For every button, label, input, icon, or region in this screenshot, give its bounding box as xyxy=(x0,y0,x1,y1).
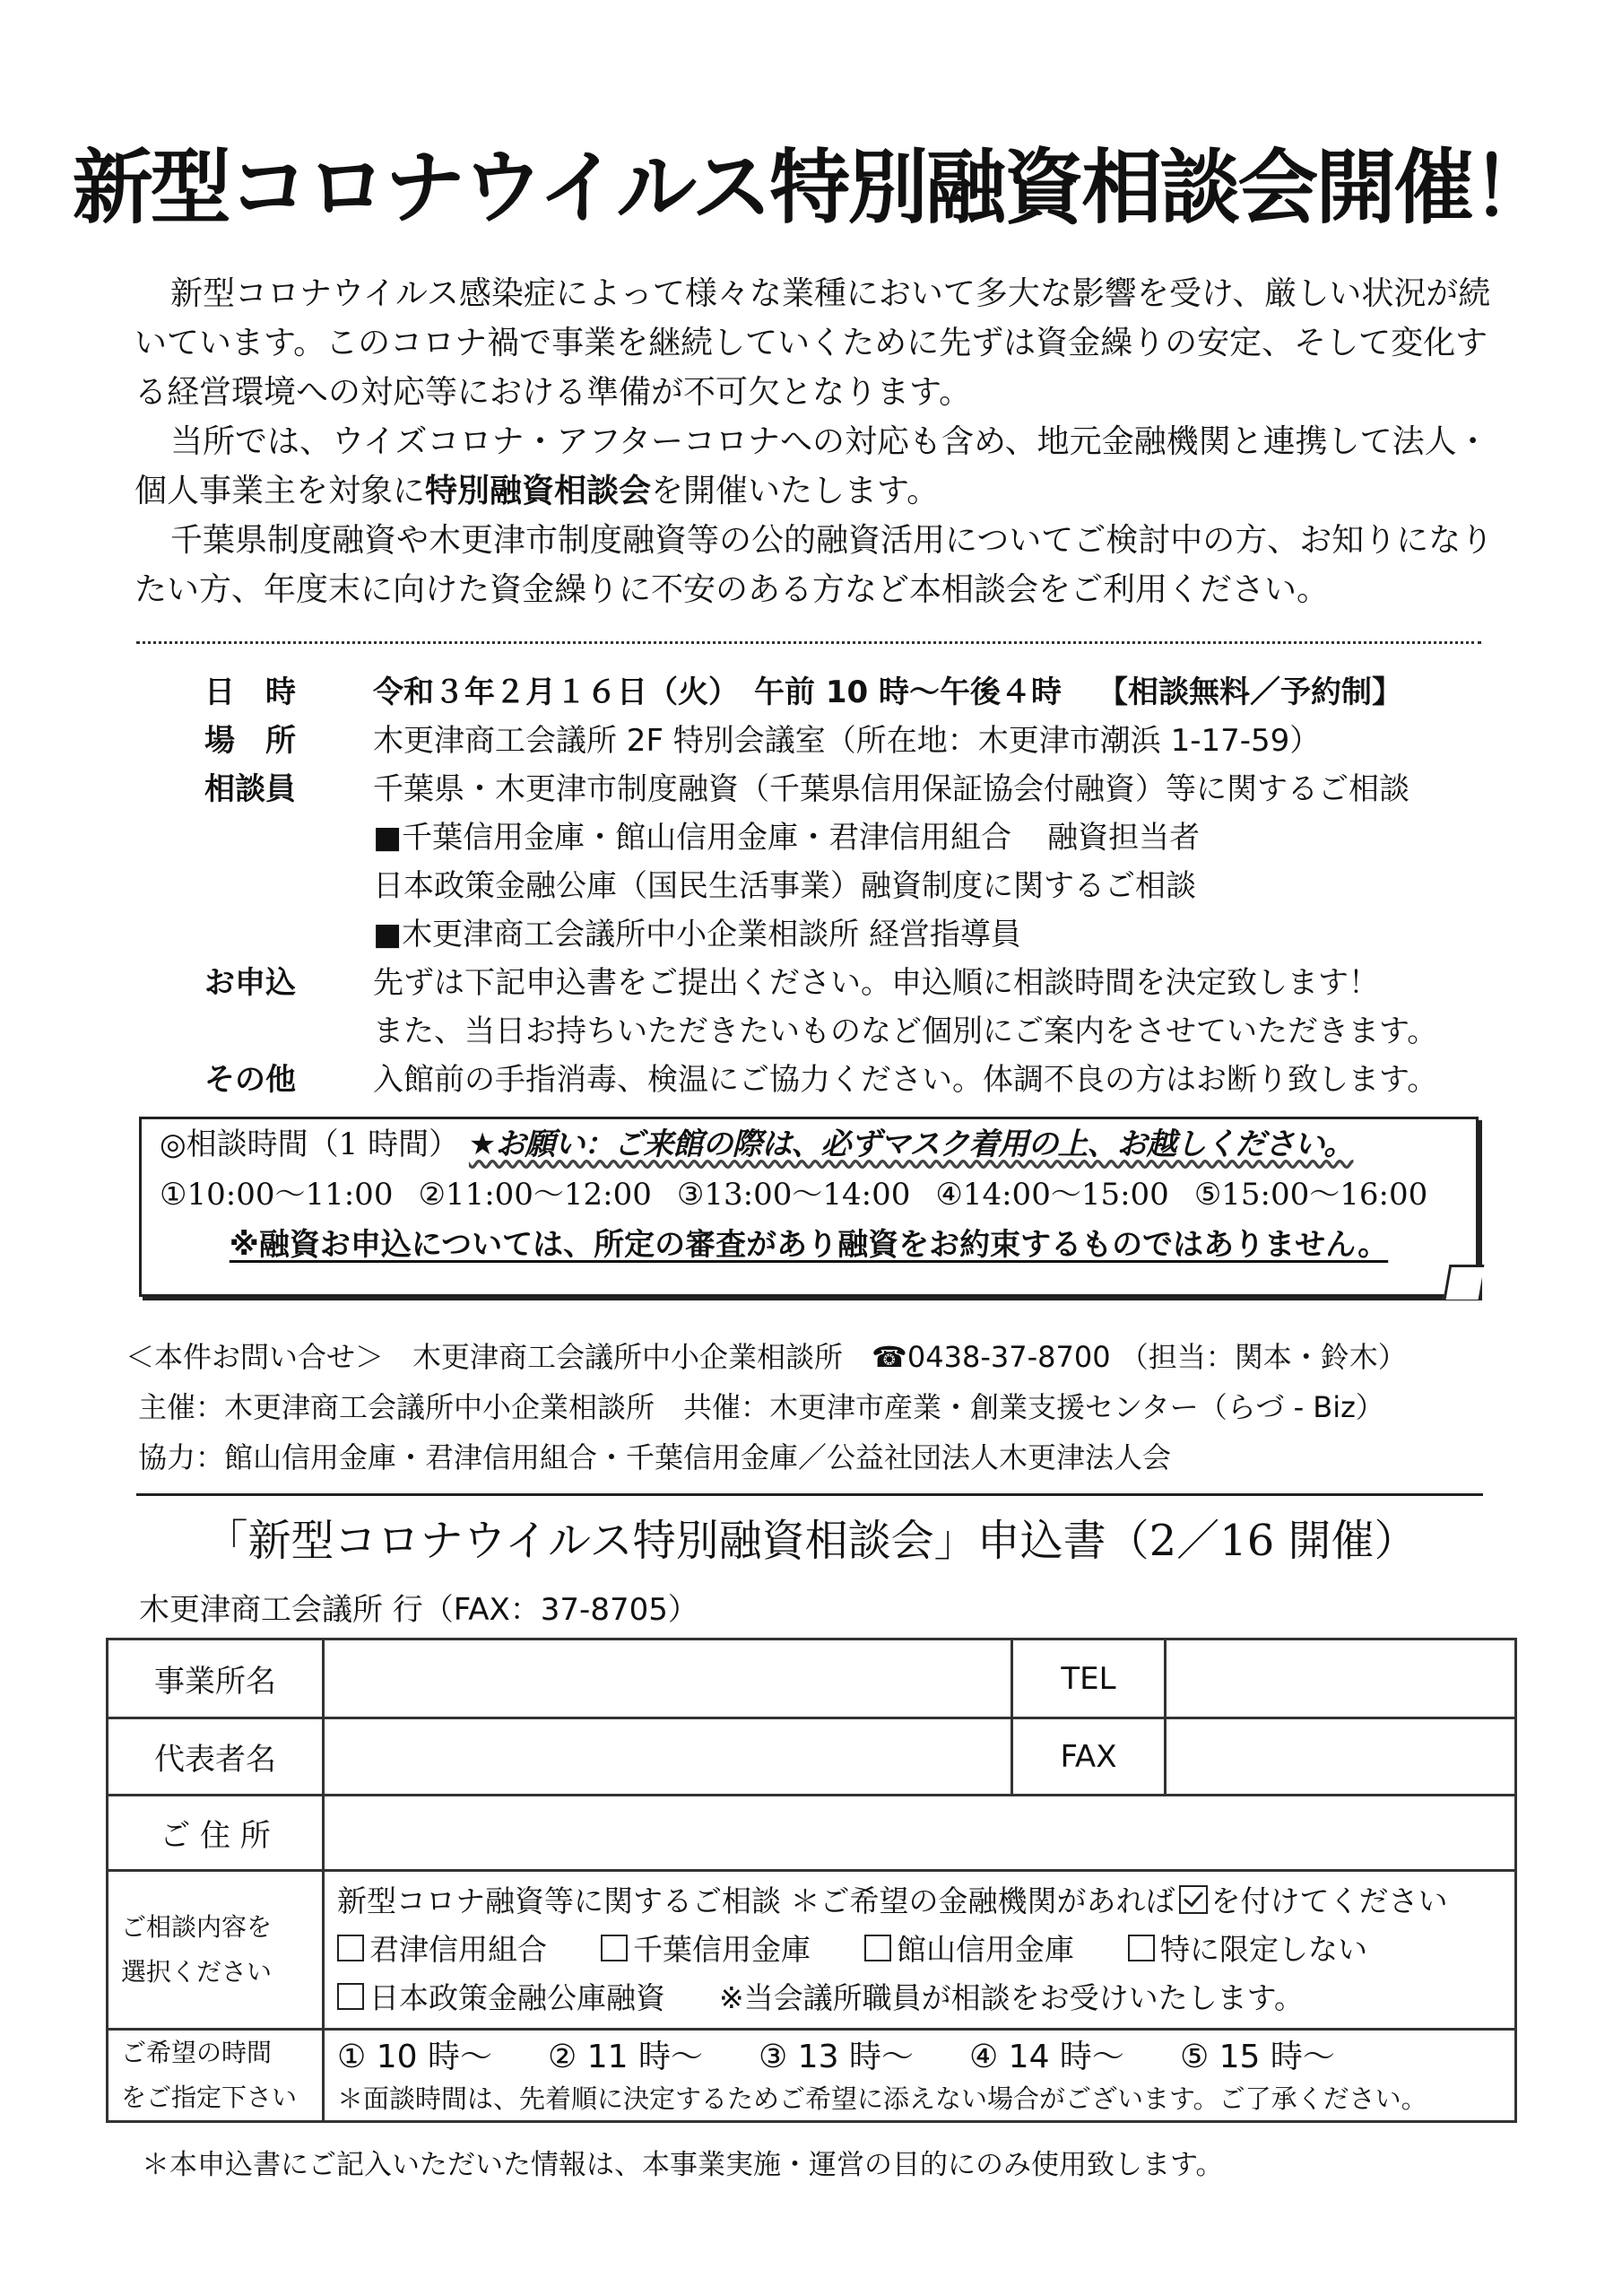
application-form xyxy=(106,1638,1517,2123)
contact-info xyxy=(126,1332,1524,1483)
jfc-note: ※当会議所職員が相談をお受けいたします。 xyxy=(719,1980,1305,2015)
intro-text xyxy=(134,269,1497,614)
date-label: 日 時 xyxy=(204,674,296,710)
date-text: 令和３年２月１６日（火） 午前 10 時～午後４時 xyxy=(373,674,1062,710)
representative-field[interactable] xyxy=(324,1718,1012,1796)
checkmark-icon xyxy=(1179,1885,1208,1914)
time-choices xyxy=(337,2031,1502,2077)
notice-box xyxy=(139,1117,1479,1297)
consult-intro xyxy=(337,1877,1502,1926)
info-row-staff-3 xyxy=(204,862,1531,910)
checkbox-icon[interactable] xyxy=(337,1935,364,1961)
phone-number: ☎0438-37-8700 xyxy=(872,1340,1111,1374)
business-name-field[interactable] xyxy=(324,1639,1012,1718)
time-choice-11[interactable]: ② 11 時～ xyxy=(547,2038,703,2075)
apply-line-1: 先ずは下記申込書をご提出ください。申込順に相談時間を決定致します！ xyxy=(373,965,1379,1001)
form-row-business xyxy=(108,1639,1516,1718)
time-label xyxy=(108,2030,324,2122)
time-note: ＊面談時間は、先着順に決定するためご希望に添えない場合がございます。ご了承ください。 xyxy=(337,2083,1427,2114)
checkbox-icon[interactable] xyxy=(1128,1935,1155,1961)
notice-line-1 xyxy=(142,1119,1476,1170)
time-choice-13[interactable]: ③ 13 時～ xyxy=(758,2038,914,2075)
staff-role: 融資担当者 xyxy=(1047,820,1201,856)
option-no-preference[interactable]: 特に限定しない xyxy=(1128,1932,1367,1967)
time-slot: ④14:00～15:00 xyxy=(935,1177,1169,1213)
option-tateyama[interactable]: 館山信用金庫 xyxy=(864,1932,1074,1967)
inquiry-line xyxy=(126,1332,1524,1382)
cooperation-line: 協力：館山信用金庫・君津信用組合・千葉信用金庫／公益社団法人木更津法人会 xyxy=(138,1440,1172,1474)
time-choice-14[interactable]: ④ 14 時～ xyxy=(968,2038,1124,2075)
page-curl-decoration xyxy=(1444,1265,1485,1300)
intro-paragraph-3: 千葉県制度融資や木更津市制度融資等の公的融資活用についてご検討中の方、お知りになりたい方、年度末に向けた資金繰りに不安のある方など本相談会をご利用ください。 xyxy=(134,522,1494,608)
fax-destination: 木更津商工会議所 行（FAX：37-8705） xyxy=(139,1592,698,1628)
intro-paragraph-2 xyxy=(134,417,1497,516)
place-label: 場 所 xyxy=(204,723,296,759)
privacy-footnote: ＊本申込書にご記入いただいた情報は、本事業実施・運営の目的にのみ使用致します。 xyxy=(142,2149,1224,2181)
form-row-time xyxy=(108,2030,1516,2122)
host-line: 主催：木更津商工会議所中小企業相談所 共催：木更津市産業・創業支援センター（らづ - Biz） xyxy=(138,1390,1384,1424)
staff-line-3: 日本政策金融公庫（国民生活事業）融資制度に関するご相談 xyxy=(373,868,1196,904)
info-row-place xyxy=(204,717,1531,765)
time-choice-10[interactable]: ① 10 時～ xyxy=(337,2038,492,2075)
mask-request: ★お願い：ご来館の際は、必ずマスク着用の上、お越しください。 xyxy=(468,1126,1354,1162)
date-tag: 【相談無料／予約制】 xyxy=(1097,674,1402,710)
apply-label: お申込 xyxy=(204,965,296,1001)
info-row-other xyxy=(204,1056,1531,1104)
apply-line-2: また、当日お持ちいただきたいものなど個別にご案内をさせていただきます。 xyxy=(373,1013,1438,1049)
info-row-staff-2 xyxy=(204,813,1531,862)
consult-intro-b: を付けてください xyxy=(1210,1883,1448,1918)
staff-line-2 xyxy=(373,813,1200,862)
representative-label: 代表者名 xyxy=(108,1718,324,1796)
other-label: その他 xyxy=(204,1062,296,1098)
page-title: 新型コロナウイルス特別融資相談会開催！ xyxy=(72,141,1550,235)
fax-field[interactable] xyxy=(1166,1718,1516,1796)
business-name-label: 事業所名 xyxy=(108,1639,324,1718)
form-row-address xyxy=(108,1796,1516,1871)
consult-label-2: 選択ください xyxy=(121,1957,273,1987)
other-line-1: 入館前の手指消毒、検温にご協力ください。体調不良の方はお断り致します。 xyxy=(373,1062,1438,1098)
form-row-consultation xyxy=(108,1871,1516,2030)
info-row-apply-2 xyxy=(204,1007,1531,1056)
inquiry-text: ＜本件お問い合せ＞ 木更津商工会議所中小企業相談所 xyxy=(126,1340,844,1374)
time-label-1: ご希望の時間 xyxy=(121,2038,273,2067)
consult-label xyxy=(108,1871,324,2030)
staff-line-1: 千葉県・木更津市制度融資（千葉県信用保証協会付融資）等に関するご相談 xyxy=(373,771,1409,807)
info-row-date xyxy=(204,668,1531,717)
staff-banks: ■千葉信用金庫・館山信用金庫・君津信用組合 xyxy=(373,820,1012,856)
info-row-staff-4 xyxy=(204,910,1531,959)
info-row-apply xyxy=(204,959,1531,1007)
option-chiba[interactable]: 千葉信用金庫 xyxy=(601,1932,811,1967)
consult-intro-a: 新型コロナ融資等に関するご相談 ＊ご希望の金融機関があれば xyxy=(337,1883,1175,1918)
slots-label: ◎相談時間（1 時間） xyxy=(160,1126,460,1162)
loan-disclaimer: ※融資お申込については、所定の審査があり融資をお約束するものではありません。 xyxy=(229,1227,1389,1263)
jfc-option-row xyxy=(337,1974,1502,2022)
date-value xyxy=(373,668,1402,717)
consult-options xyxy=(324,1871,1516,2030)
intro-p2-b: を開催いたします。 xyxy=(651,473,940,509)
checkbox-icon[interactable] xyxy=(601,1935,628,1961)
consult-label-1: ご相談内容を xyxy=(121,1912,273,1942)
time-choice-15[interactable]: ⑤ 15 時～ xyxy=(1179,2038,1335,2075)
dotted-divider xyxy=(136,641,1481,644)
tel-label: TEL xyxy=(1012,1639,1166,1718)
section-divider xyxy=(136,1493,1483,1496)
event-info xyxy=(204,668,1531,1104)
time-slot: ②11:00～12:00 xyxy=(418,1177,652,1213)
option-kimitsu[interactable]: 君津信用組合 xyxy=(337,1932,547,1967)
checkbox-icon[interactable] xyxy=(864,1935,891,1961)
address-field[interactable] xyxy=(324,1796,1516,1871)
info-row-staff xyxy=(204,765,1531,813)
form-row-representative xyxy=(108,1718,1516,1796)
time-slot: ③13:00～14:00 xyxy=(676,1177,911,1213)
fax-label: FAX xyxy=(1012,1718,1166,1796)
time-label-2: をご指定下さい xyxy=(121,2083,298,2112)
place-value: 木更津商工会議所 2F 特別会議室（所在地：木更津市潮浜 1-17-59） xyxy=(373,723,1321,759)
intro-paragraph-1: 新型コロナウイルス感染症によって様々な業種において多大な影響を受け、厳しい状況が続いています。このコロナ禍で事業を継続していくために先ずは資金繰りの安定、そして変化する経営環境への対応等における準備が不可欠となります。 xyxy=(134,275,1491,411)
intro-p2-strong: 特別融資相談会 xyxy=(425,473,652,509)
time-options xyxy=(324,2030,1516,2122)
time-slot: ①10:00～11:00 xyxy=(160,1177,394,1213)
staff-label: 相談員 xyxy=(204,771,296,807)
intro-p2-a: 当所では、ウイズコロナ・アフターコロナへの対応も含め、地元金融機関と連携して法人・個人事業主を対象に xyxy=(134,423,1489,509)
time-slot: ⑤15:00～16:00 xyxy=(1193,1177,1428,1213)
checkbox-icon[interactable] xyxy=(337,1983,364,2010)
option-jfc[interactable]: 日本政策金融公庫融資 xyxy=(337,1980,665,2015)
staff-line-4: ■木更津商工会議所中小企業相談所 経営指導員 xyxy=(373,917,1021,952)
bank-options xyxy=(337,1926,1502,1974)
time-slots xyxy=(142,1170,1476,1220)
tel-field[interactable] xyxy=(1166,1639,1516,1718)
form-title: 「新型コロナウイルス特別融資相談会」申込書（2／16 開催） xyxy=(204,1516,1418,1566)
address-label: ご 住 所 xyxy=(108,1796,324,1871)
contact-persons: （担当：関本・鈴木） xyxy=(1119,1340,1407,1374)
